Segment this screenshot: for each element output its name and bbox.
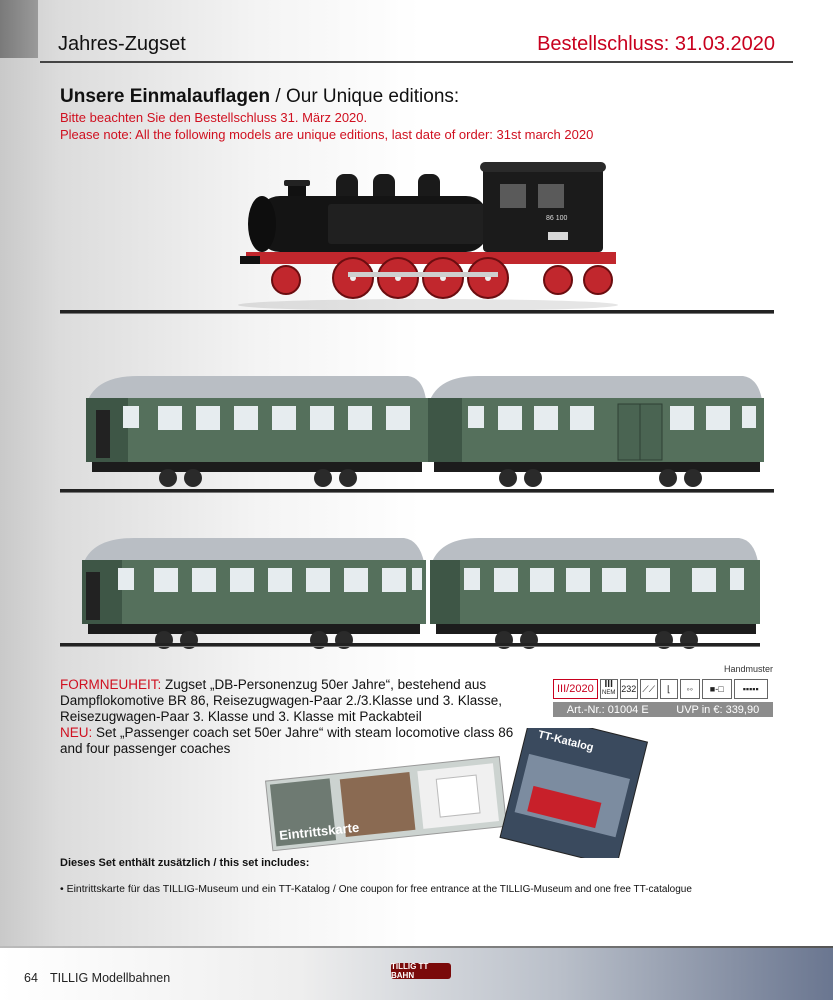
lighting-icon: ◦◦ [680,679,700,699]
track-coaches-2 [60,643,760,647]
coach-1b [428,376,764,487]
page-corner-tab [0,0,38,58]
header-divider [40,61,793,63]
steam-locomotive-image [228,160,628,310]
order-note-en: Please note: All the following models are unique editions, last date of order: 31st march 2020 [60,127,594,142]
order-deadline: Bestellschluss: 31.03.2020 [537,33,775,55]
includes-item-de: • Eintrittskarte für das TILLIG-Museum und ein TT-Katalog / [60,883,339,895]
formneuheit-label: FORMNEUHEIT: [60,677,162,692]
page-number: 64 [24,971,38,985]
heading-en: Our Unique editions: [285,86,460,107]
tt-catalog [500,728,647,858]
track-coaches-1 [60,489,774,493]
page-title: Jahres-Zugset [58,33,186,55]
coach-pair-2-image [74,532,764,657]
track-locomotive [60,310,774,314]
loco-number-plate: 86 100 [546,215,568,222]
includes-item [60,883,692,895]
retail-price: UVP in €: 339,90 [676,703,760,716]
description-en: Set „Passenger coach set 50er Jahre“ with steam locomotive class 86 and four passenger coaches [60,725,514,756]
heading-de: Unsere Einmalauflagen [60,86,271,107]
coach-2a [82,538,426,649]
description-de: Zugset „DB-Personenzug 50er Jahre“, bestehend aus Dampflokomotive BR 86, Reisezugwagen-Paar 2./3.Klasse und 3. Klasse, Reisezugwagen-Paar 3. Klasse und 3. Klasse mit Packabteil [60,677,502,724]
coupler-icon: ■-□ [702,679,732,699]
sample-label: Handmuster [723,664,773,674]
article-price-bar [553,702,773,717]
coach-1a [86,376,428,487]
catalog-text: TT-Katalog [536,728,595,755]
epoch-badge: III/2020 [553,679,598,699]
coupon-catalog-image [262,728,652,858]
section-heading [60,86,459,108]
includes-heading: Dieses Set enthält zusätzlich / this set includes: [60,857,310,869]
coach-pair-1-image [78,370,768,495]
seat-icon: ⌊ [660,679,678,699]
length-badge: 232 [620,679,638,699]
article-number: Art.-Nr.: 01004 E [566,703,649,716]
radius-icon: ⟋⟋ [640,679,658,699]
decoder-icon: ▪▪▪▪▪ [734,679,768,699]
coach-2b [430,538,760,649]
coupon-text: Eintrittskarte [278,819,360,843]
tillig-logo: TILLIG TT BAHN [391,963,451,979]
neu-label: NEU: [60,725,93,740]
coupling-nem-icon: III NEM [600,679,618,699]
order-note-de: Bitte beachten Sie den Bestellschluss 31. März 2020. [60,110,368,125]
spec-symbols [553,679,768,699]
entrance-coupon [266,757,507,851]
includes-item-en: One coupon for free entrance at the TILLIG-Museum and one free TT-catalogue [338,884,692,895]
heading-sep: / [270,86,286,107]
footer-brand: TILLIG Modellbahnen [50,971,171,985]
nem-label: NEM [602,690,616,696]
